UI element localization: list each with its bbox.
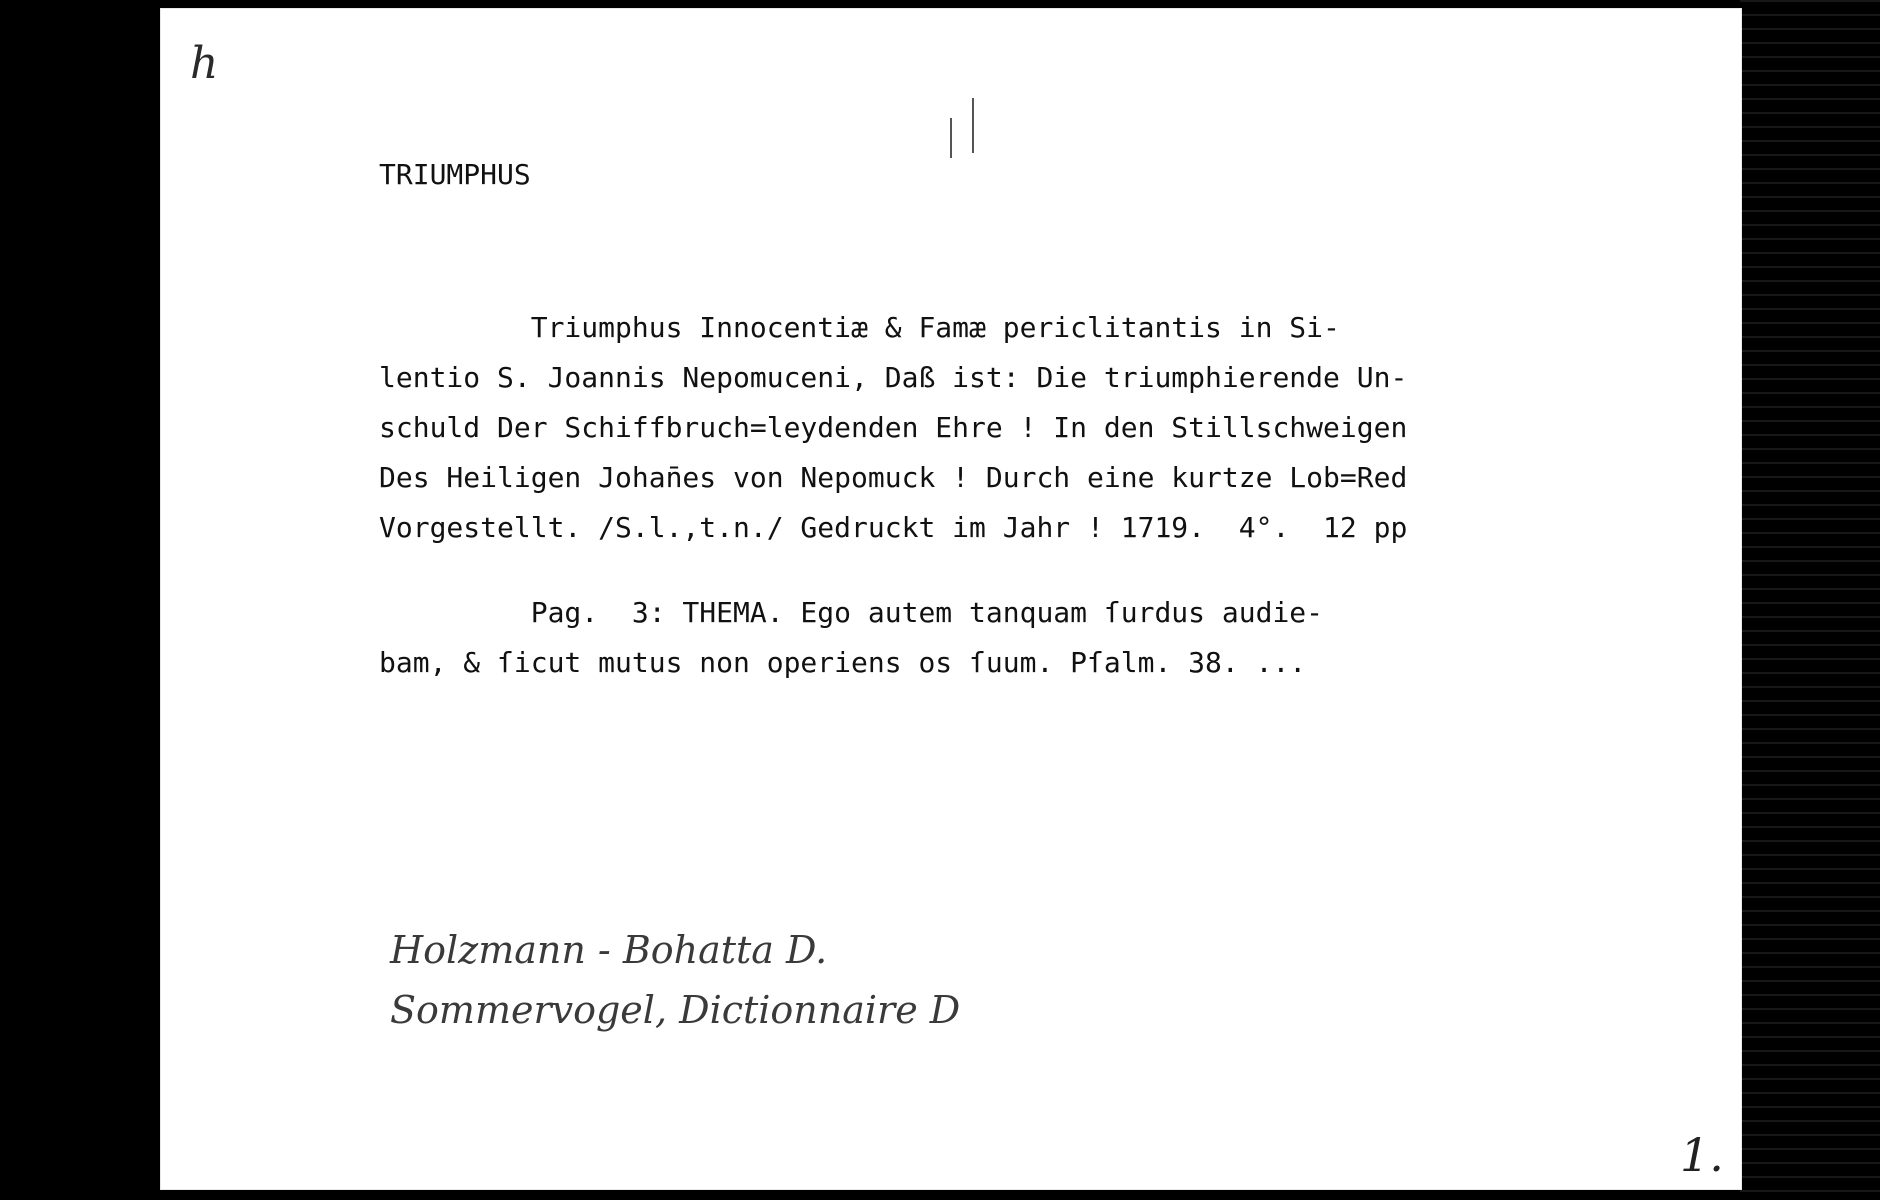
handwritten-corner-mark: h xyxy=(190,38,219,89)
pencil-speck xyxy=(972,98,974,153)
entry-line-2: lentio S. Joannis Nepomuceni, Daß ist: Die triumphierende Un- xyxy=(379,361,1408,394)
entry-line-1: Triumphus Innocentiæ & Famæ periclitantis in Si- xyxy=(379,311,1340,344)
card-heading: TRIUMPHUS xyxy=(379,158,531,191)
entry-line-4: Des Heiligen Johan̄es von Nepomuck ! Durch eine kurtze Lob=Red xyxy=(379,461,1408,494)
scan-edge-noise xyxy=(1740,0,1880,1200)
entry-line-3: schuld Der Schiffbruch=leydenden Ehre ! In den Stillschweigen xyxy=(379,411,1408,444)
entry-line-5: Vorgestellt. /S.l.,t.n./ Gedruckt im Jahr ! 1719. 4°. 12 pp xyxy=(379,511,1408,544)
catalog-card xyxy=(160,8,1742,1190)
quote-line-1: Pag. 3: THEMA. Ego autem tanquam ſurdus audie- xyxy=(379,596,1324,629)
quote-line-2: bam, & ſicut mutus non operiens os ſuum. Pſalm. 38. ... xyxy=(379,646,1307,679)
pencil-speck xyxy=(950,118,952,158)
handwritten-page-number: 1. xyxy=(1680,1128,1724,1182)
handwritten-note-line-1: Holzmann - Bohatta D. xyxy=(390,928,828,972)
handwritten-note-line-2: Sommervogel, Dictionnaire D xyxy=(390,988,961,1032)
